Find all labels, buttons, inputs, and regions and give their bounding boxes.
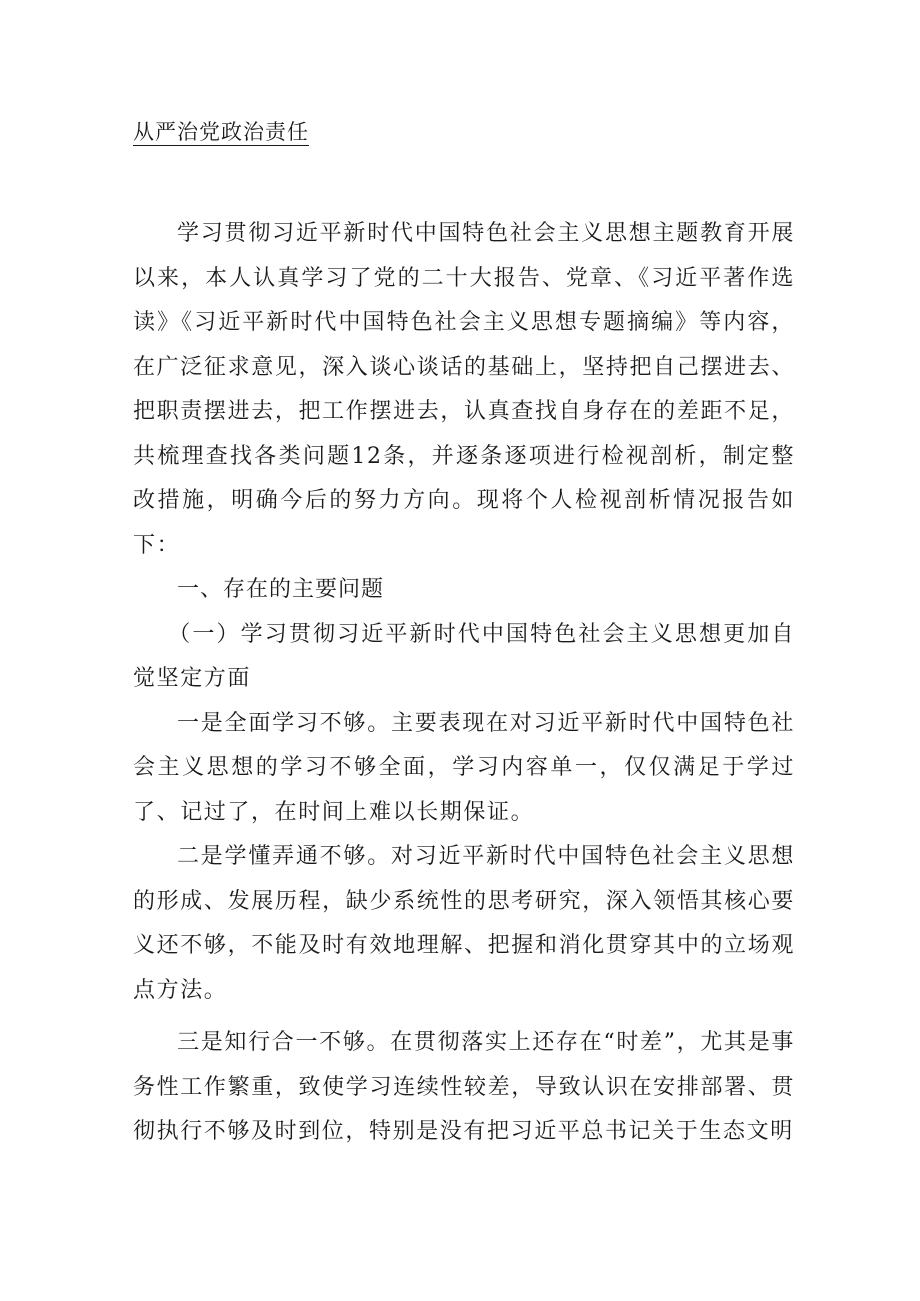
item-paragraph-1: 一是全面学习不够。主要表现在对习近平新时代中国特色社会主义思想的学习不够全面，学习内容单一，仅仅满足于学过了、记过了，在时间上难以长期保证。 xyxy=(133,710,795,825)
section-heading-main-problems: 一、存在的主要问题 xyxy=(177,577,385,602)
intro-paragraph: 学习贯彻习近平新时代中国特色社会主义思想主题教育开展以来，本人认真学习了党的二十大报告、党章、《习近平著作选读》《习近平新时代中国特色社会主义思想专题摘编》等内容，在广泛征求意见，深入谈心谈话的基础上，坚持把自己摆进去、把职责摆进去，把工作摆进去，认真查找自身存在的差距不足，共梳理查找各类问题12条，并逐条逐项进行检视剖析，制定整改措施，明确今后的努力方向。现将个人检视剖析情况报告如下： xyxy=(133,221,795,558)
subsection-heading-study-implementation: （一）学习贯彻习近平新时代中国特色社会主义思想更加自觉坚定方面 xyxy=(133,621,795,691)
item-paragraph-3: 三是知行合一不够。在贯彻落实上还存在“时差”，尤其是事务性工作繁重，致使学习连续性较差，导致认识在安排部署、贯彻执行不够及时到位，特别是没有把习近平总书记关于生态文明 xyxy=(133,1030,795,1144)
item-paragraph-2: 二是学懂弄通不够。对习近平新时代中国特色社会主义思想的形成、发展历程，缺少系统性的思考研究，深入领悟其核心要义还不够，不能及时有效地理解、把握和消化贯穿其中的立场观点方法。 xyxy=(133,844,795,1003)
document-header-title: 从严治党政治责任 xyxy=(133,120,309,144)
document-body xyxy=(133,212,795,1155)
